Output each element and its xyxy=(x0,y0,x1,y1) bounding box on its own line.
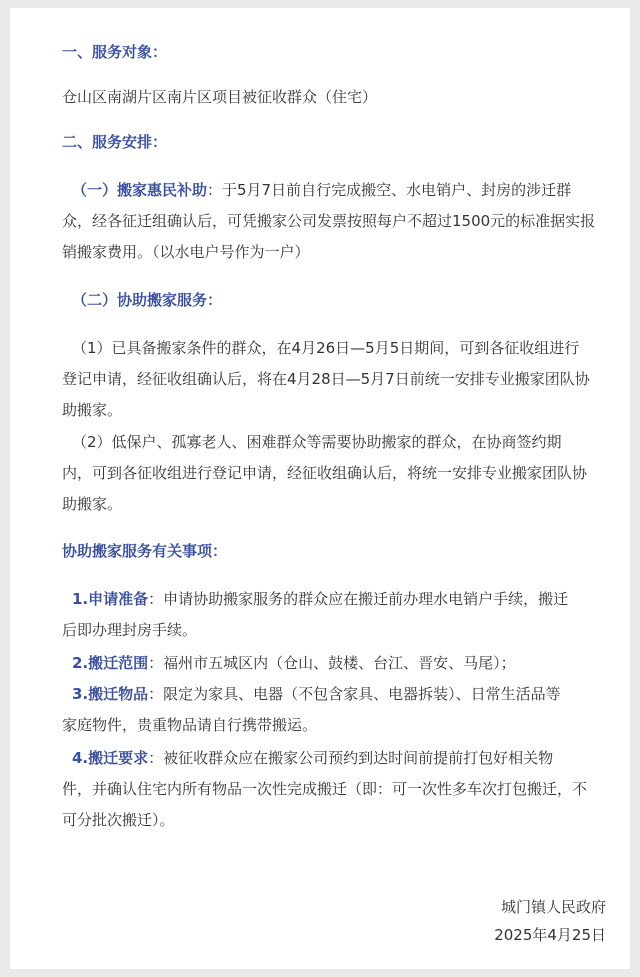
assist-service-title: （二）协助搬家服务： xyxy=(72,291,223,309)
matter-item-4-text: ：被征收群众应在搬家公司预约到达时间前提前打包好相关物 xyxy=(148,749,554,767)
subsidy-text: ：于5月7日前自行完成搬空、水电销户、封房的涉迁群 xyxy=(207,181,572,199)
section-heading-arrangement: 二、服务安排： xyxy=(62,133,168,151)
matter-item-1-line-1 xyxy=(72,589,568,609)
subsidy-paragraph-line-2: 众，经各征迁组确认后，可凭搬家公司发票按照每户不超过1500元的标准据实报 xyxy=(62,212,596,230)
matter-item-3-line-2: 家庭物件，贵重物品请自行携带搬运。 xyxy=(62,716,318,734)
issue-date: 2025年4月25日 xyxy=(494,926,606,944)
notice-document xyxy=(10,8,630,969)
matter-item-2-line-1 xyxy=(72,653,516,673)
matter-item-3-line-1 xyxy=(72,684,561,704)
matter-item-4-title: 4.搬迁要求 xyxy=(72,749,149,767)
assist-item-2-line-1: （2）低保户、孤寡老人、困难群众等需要协助搬家的群众，在协商签约期 xyxy=(72,433,562,451)
subsidy-paragraph-line-3: 销搬家费用。（以水电户号作为一户） xyxy=(62,243,310,261)
subsidy-title: （一）搬家惠民补助 xyxy=(72,181,208,199)
assist-item-1-line-1: （1）已具备搬家条件的群众，在4月26日—5月5日期间，可到各征收组进行 xyxy=(72,339,580,357)
matter-item-4-line-3: 可分批次搬迁）。 xyxy=(62,811,175,829)
section-heading-target: 一、服务对象： xyxy=(62,43,168,61)
matter-item-1-title: 1.申请准备 xyxy=(72,590,149,608)
matter-item-3-text: ：限定为家具、电器（不包含家具、电器拆装）、日常生活品等 xyxy=(148,685,561,703)
matter-item-1-text: ：申请协助搬家服务的群众应在搬迁前办理水电销户手续，搬迁 xyxy=(148,590,569,608)
matter-item-4-line-2: 件，并确认住宅内所有物品一次性完成搬迁（即：可一次性多车次打包搬迁，不 xyxy=(62,780,588,798)
matter-item-4-line-1 xyxy=(72,748,553,768)
matter-item-2-title: 2.搬迁范围 xyxy=(72,654,149,672)
matter-item-3-title: 3.搬迁物品 xyxy=(72,685,149,703)
assist-item-2-line-3: 助搬家。 xyxy=(62,495,123,513)
target-text: 仓山区南湖片区南片区项目被征收群众（住宅） xyxy=(62,88,378,106)
assist-item-1-line-2: 登记申请，经征收组确认后，将在4月28日—5月7日前统一安排专业搬家团队协 xyxy=(62,370,590,388)
matter-item-2-text: ：福州市五城区内（仓山、鼓楼、台江、晋安、马尾）； xyxy=(148,654,516,672)
assist-item-1-line-3: 助搬家。 xyxy=(62,401,123,419)
matter-item-1-line-2: 后即办理封房手续。 xyxy=(62,621,198,639)
issuer-name: 城门镇人民政府 xyxy=(500,898,606,916)
subsidy-paragraph-line-1 xyxy=(72,180,571,200)
matters-heading: 协助搬家服务有关事项： xyxy=(62,542,228,560)
assist-item-2-line-2: 内，可到各征收组进行登记申请，经征收组确认后，将统一安排专业搬家团队协 xyxy=(62,464,588,482)
